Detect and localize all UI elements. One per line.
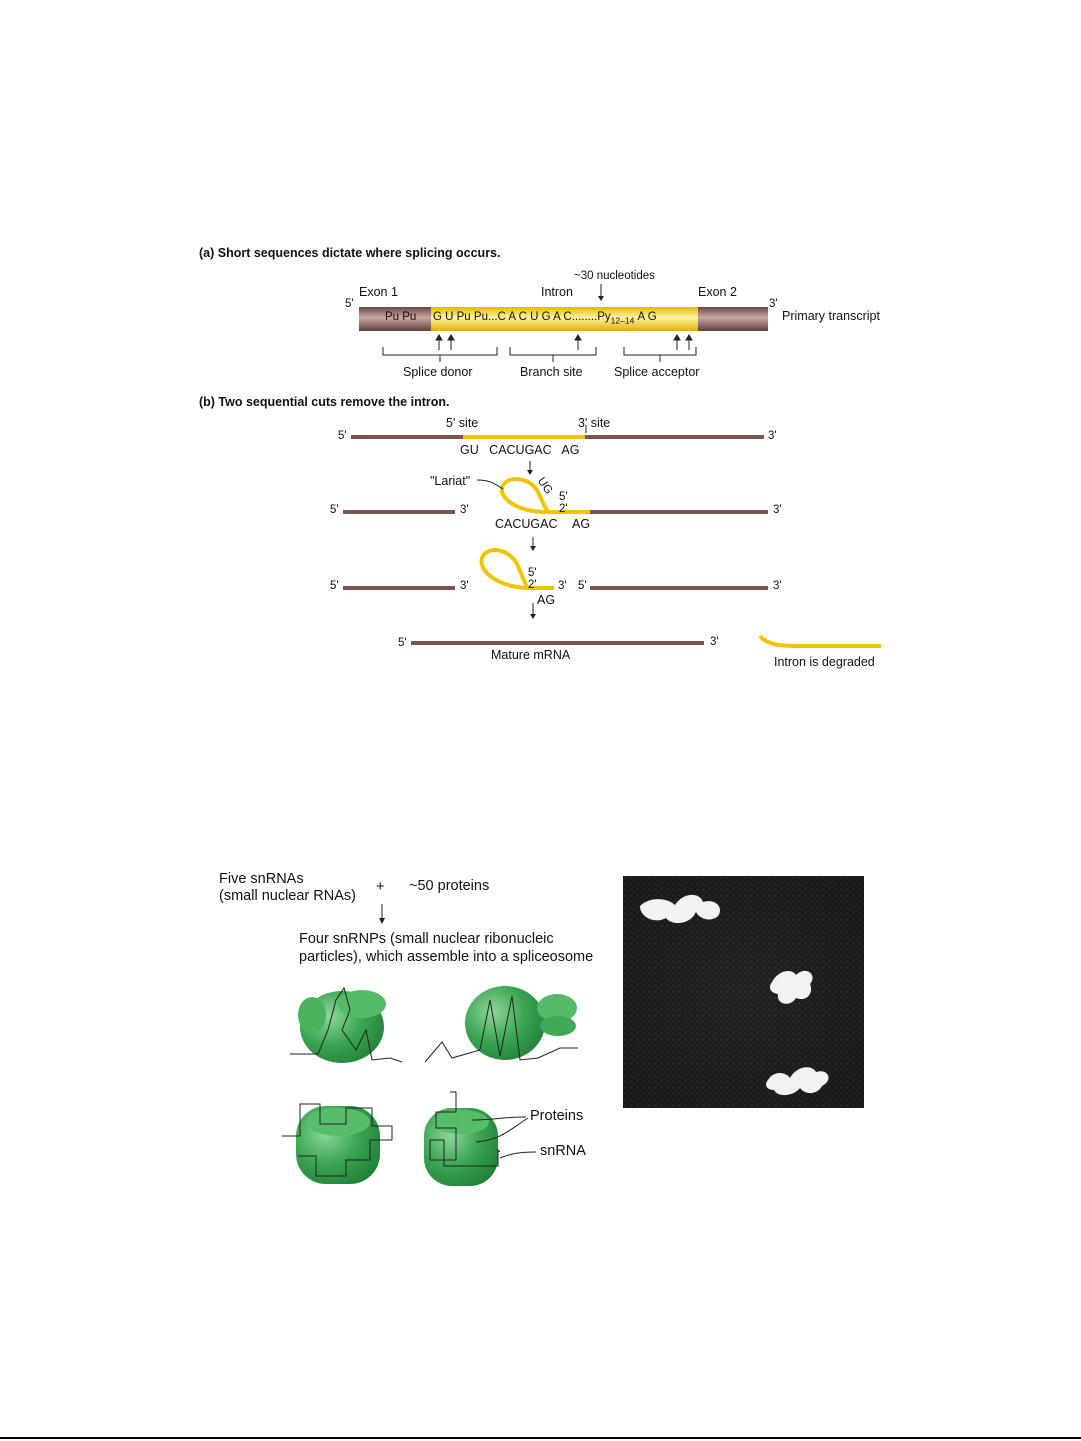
b-row3-3prime-mid: 3'	[558, 580, 567, 592]
five-snrnas-line1: Five snRNAs	[219, 871, 304, 887]
degraded-intron-line	[760, 636, 881, 646]
ag-label: A G	[637, 311, 657, 323]
em-micrograph	[623, 876, 864, 1108]
nucleotides-label: ~30 nucleotides	[574, 270, 655, 282]
proteins-label: Proteins	[530, 1108, 584, 1124]
snrna-label: snRNA	[540, 1143, 586, 1159]
site-brackets	[383, 347, 696, 362]
intron-sequence: G U Pu Pu...C A C U G A $C........Py_{12-14}$ A G	[433, 311, 657, 326]
b-row3-ag: AG	[537, 593, 556, 607]
py-subscript: 12–14	[610, 315, 635, 326]
b-row3-5prime: 5'	[330, 580, 339, 592]
four-snrnps-line2: particles), which assemble into a spliceosome	[299, 949, 594, 965]
b-row2-ag: AG	[572, 517, 591, 531]
mature-5prime: 5'	[398, 637, 407, 649]
fifty-proteins-label: ~50 proteins	[409, 878, 490, 894]
b-row2-cacugac: CACUGAC	[495, 517, 558, 531]
plus-sign: +	[376, 879, 385, 895]
mature-mrna-label: Mature mRNA	[491, 648, 571, 662]
part-a-heading: (a) Short sequences dictate where splicing occurs.	[199, 246, 501, 260]
splice-acceptor-label: Splice acceptor	[614, 365, 700, 379]
primary-transcript-label: Primary transcript	[782, 309, 880, 323]
b-row2-3prime-left: 3'	[460, 504, 469, 516]
branch-site-label: Branch site	[520, 365, 583, 379]
b-row2-2prime: 2'	[559, 503, 568, 515]
b-row2-3prime: 3'	[773, 504, 782, 516]
b-row3-3prime-left: 3'	[460, 580, 469, 592]
b-row1-5prime: 5'	[338, 430, 347, 442]
lariat-label: "Lariat"	[430, 474, 471, 488]
five-prime-site-label: 5' site	[446, 416, 479, 430]
b-sequence-line: GU CACUGAC AG	[460, 443, 580, 457]
part-b-heading: (b) Two sequential cuts remove the intron.	[199, 395, 450, 409]
intron-label: Intron	[541, 285, 573, 299]
five-snrnas-line2: (small nuclear RNAs)	[219, 888, 356, 904]
page-bottom-rule	[0, 1437, 1081, 1439]
lariat-pointer	[477, 480, 503, 489]
b-row1-3prime: 3'	[768, 430, 777, 442]
lariat-loop-2	[482, 550, 554, 588]
snrnp-4	[424, 1092, 500, 1186]
splice-donor-label: Splice donor	[403, 365, 473, 379]
ug-label: UG	[534, 475, 555, 497]
b-row2-5prime: 5'	[330, 504, 339, 516]
site-arrows	[436, 335, 692, 350]
b-row3-3prime: 3'	[773, 580, 782, 592]
b-row2-5prime-small: 5'	[559, 491, 568, 503]
snrnp-3	[282, 1104, 392, 1184]
mature-3prime: 3'	[710, 636, 719, 648]
intron-degraded-label: Intron is degraded	[774, 655, 875, 669]
b-row3-5prime-small: 5'	[528, 567, 537, 579]
four-snrnps-line1: Four snRNPs (small nuclear ribonucleic	[299, 931, 554, 947]
exon2-label: Exon 2	[698, 285, 737, 299]
b-row3-2prime: 2'	[528, 579, 537, 591]
pupu-label: Pu Pu	[385, 311, 417, 323]
a-three-prime: 3'	[769, 298, 778, 310]
snrnp-1	[290, 988, 402, 1063]
exon1-label: Exon 1	[359, 285, 398, 299]
exon2-segment	[698, 307, 768, 331]
three-prime-site-label: 3' site	[578, 416, 611, 430]
a-five-prime: 5'	[345, 298, 354, 310]
snrnp-2	[425, 986, 578, 1062]
b-row3-5prime-right: 5'	[578, 580, 587, 592]
